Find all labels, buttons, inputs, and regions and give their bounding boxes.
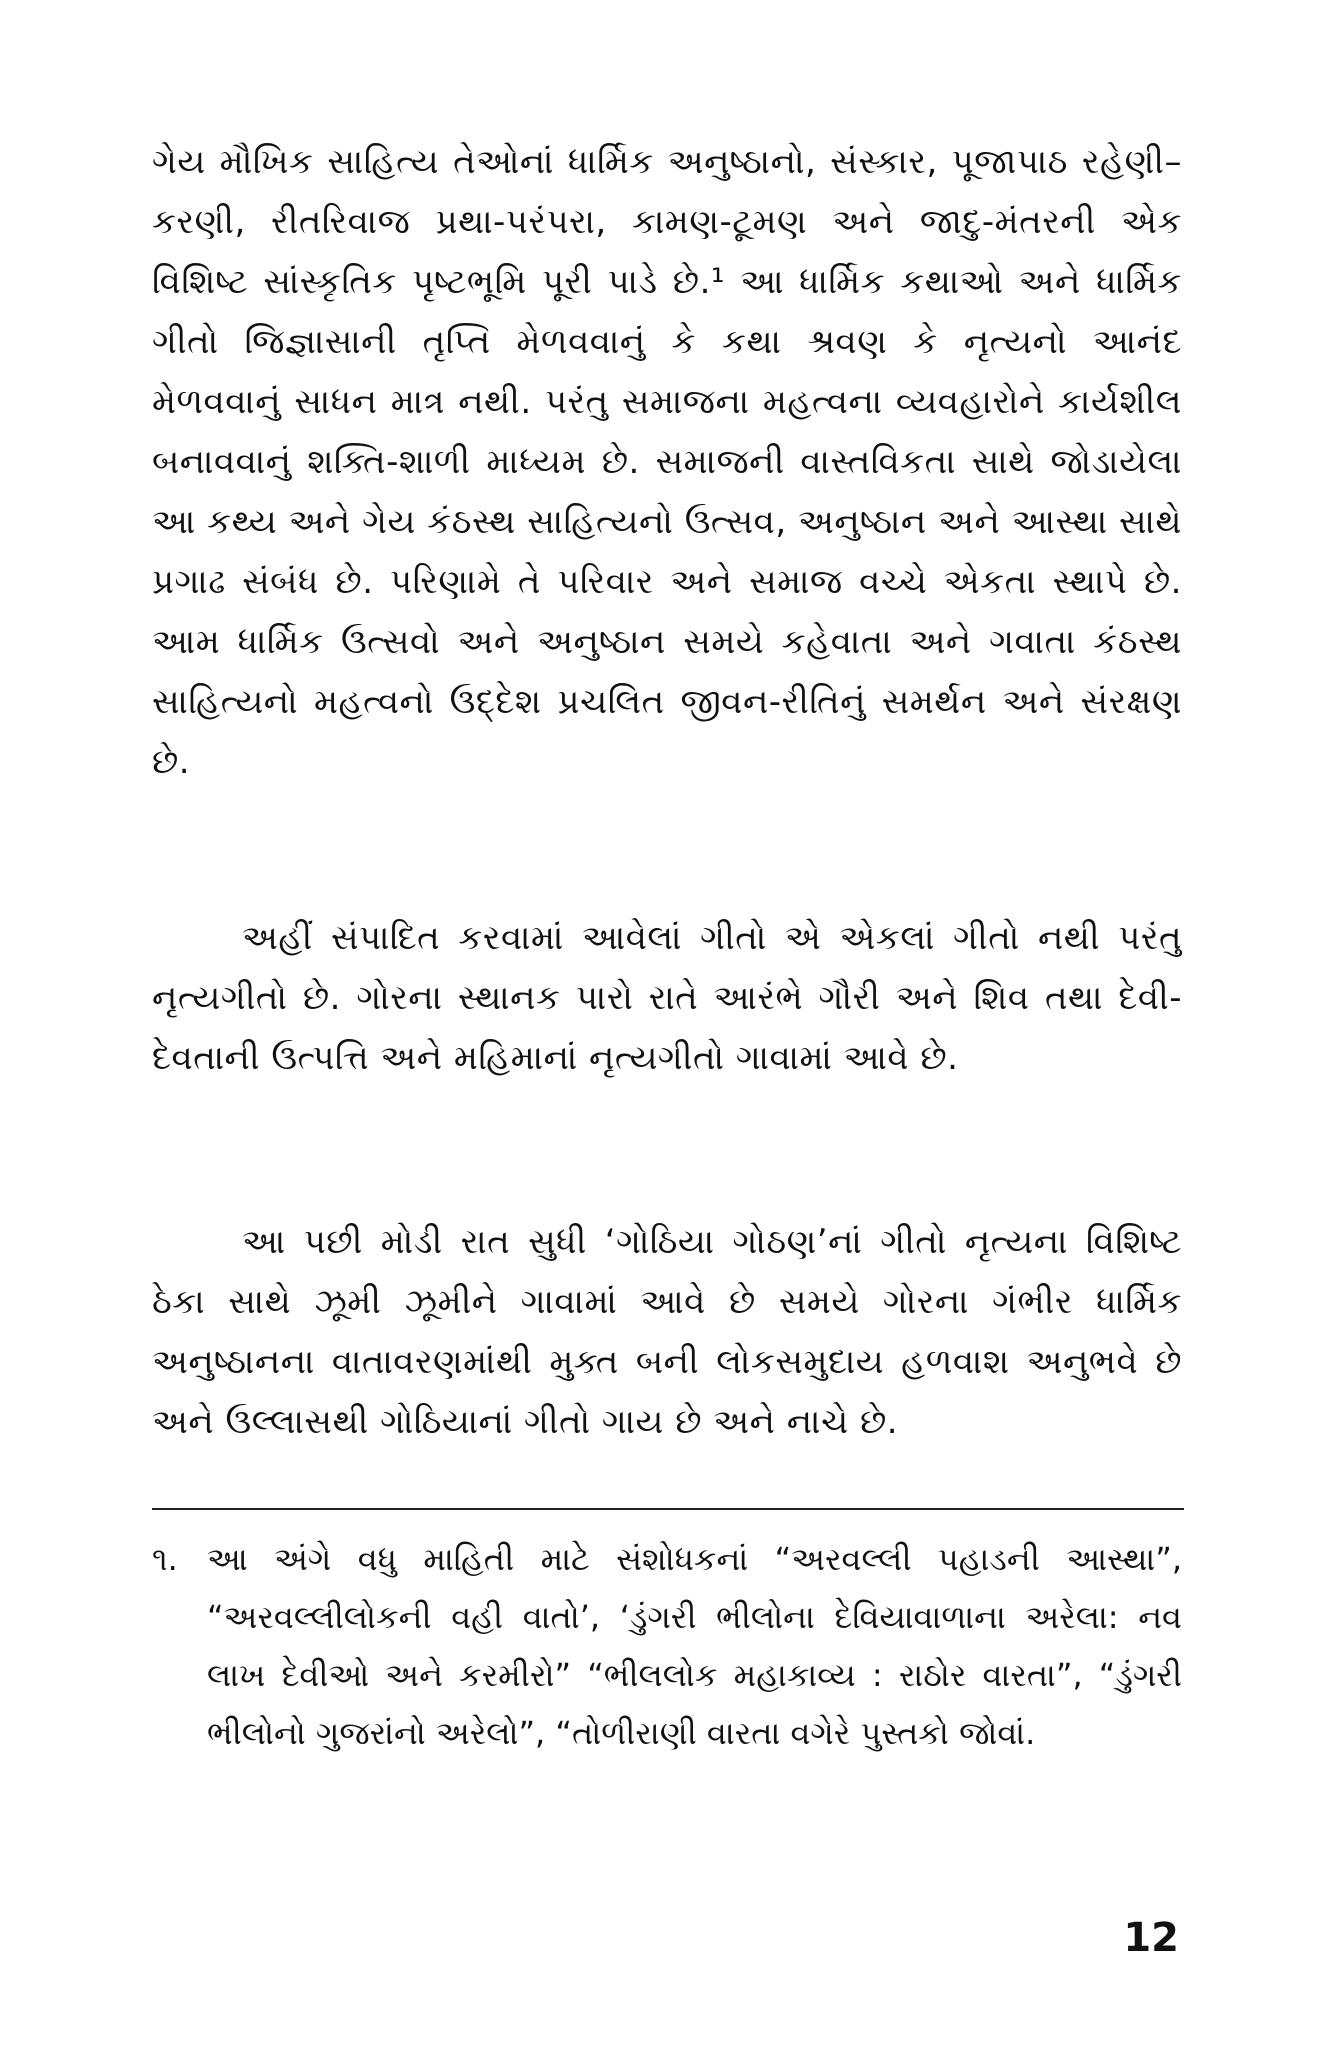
- paragraph-2: અહીં સંપાદિત કરવામાં આવેલાં ગીતો એ એકલાં ગીતો નથી પરંતુ નૃત્યગીતો છે. ગોરના સ્થાનક પારો રાતે આરંભે ગૌરી અને શિવ તથા દેવી-દેવતાની ઉત્પત્તિ અને મહિમાનાં નૃત્યગીતો ગાવામાં આવે છે.: [152, 918, 1182, 1078]
- paragraph-3: આ પછી મોડી રાત સુધી ‘ગોઠિયા ગોઠણ’નાં ગીતો નૃત્યના વિશિષ્ટ ઠેકા સાથે ઝૂમી ઝૂમીને ગાવામાં આવે છે સમયે ગોરના ગંભીર ધાર્મિક અનુષ્ઠાનના વાતાવરણમાંથી મુક્ત બની લોકસમુદાય હળવાશ અનુભવે છે અને ઉલ્લાસથી ગોઠિયાનાં ગીતો ગાય છે અને નાચે છે.: [152, 1222, 1182, 1442]
- footnote-marker: ૧.: [152, 1540, 178, 1578]
- page-number: 12: [1123, 1915, 1179, 1961]
- paragraph-1: ગેય મૌખિક સાહિત્ય તેઓનાં ધાર્મિક અનુષ્ઠાનો, સંસ્કાર, પૂજાપાઠ રહેણી–કરણી, રીતરિવાજ પ્રથા-પરંપરા, કામણ-ટૂમણ અને જાદુ-મંતરની એક વિશિષ્ટ સાંસ્કૃતિક પૃષ્ટભૂમિ પૂરી પાડે છે.¹ આ ધાર્મિક કથાઓ અને ધાર્મિક ગીતો જિજ્ઞાસાની તૃપ્તિ મેળવવાનું કે કથા શ્રવણ કે નૃત્યનો આનંદ મેળવવાનું સાધન માત્ર નથી. પરંતુ સમાજના મહત્વના વ્યવહારોને કાર્યશીલ બનાવવાનું શક્તિ-શાળી માધ્યમ છે. સમાજની વાસ્તવિકતા સાથે જોડાયેલા આ કથ્ય અને ગેય કંઠસ્થ સાહિત્યનો ઉત્સવ, અનુષ્ઠાન અને આસ્થા સાથે પ્રગાઢ સંબંધ છે. પરિણામે તે પરિવાર અને સમાજ વચ્ચે એકતા સ્થાપે છે. આમ ધાર્મિક ઉત્સવો અને અનુષ્ઠાન સમયે કહેવાતા અને ગવાતા કંઠસ્થ સાહિત્યનો મહત્વનો ઉદ્દેશ પ્રચલિત જીવન-રીતિનું સમર્થન અને સંરક્ષણ છે.: [152, 142, 1182, 782]
- footnote: [152, 1530, 1182, 1762]
- footnote-text: આ અંગે વધુ માહિતી માટે સંશોધકનાં “અરવલ્લી પહાડની આસ્થા”, “અરવલ્લીલોકની વહી વાતો’, ‘ડુંગરી ભીલોના દેવિયાવાળાના અરેલા: નવ લાખ દેવીઓ અને કરમીરો” “ભીલલોક મહાકાવ્ય : રાઠોર વારતા”, “ડુંગરી ભીલોનો ગુજરાંનો અરેલો”, “તોળીરાણી વારતા વગેરે પુસ્તકો જોવાં.: [207, 1540, 1182, 1752]
- footnote-divider: [152, 1508, 1184, 1510]
